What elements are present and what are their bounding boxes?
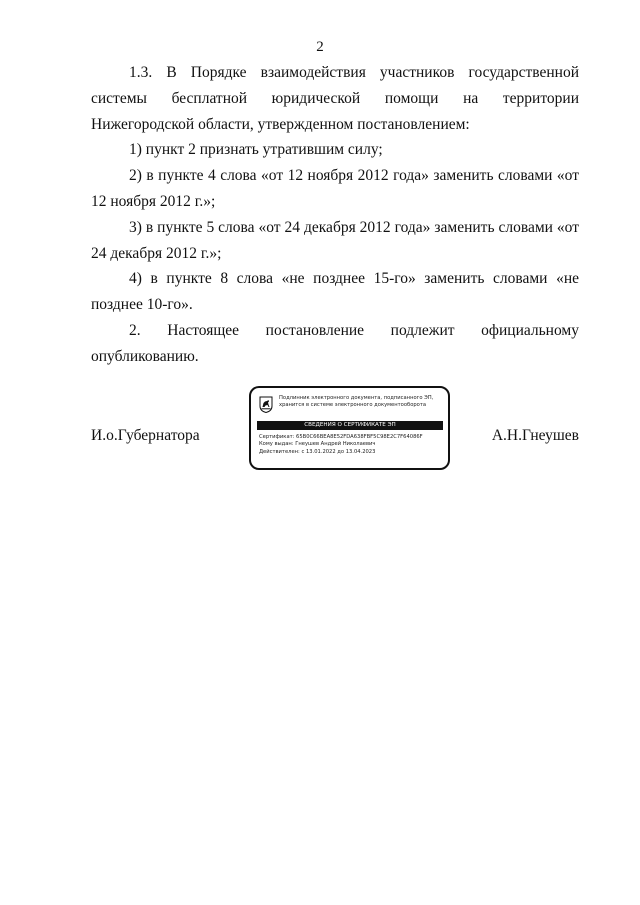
- validity-value: с 13.01.2022 до 13.04.2023: [301, 448, 376, 455]
- document-body: [91, 60, 579, 370]
- stamp-notice: [279, 395, 444, 408]
- issued-to-row: [259, 441, 447, 448]
- validity-label: Действителен:: [259, 448, 300, 455]
- paragraph-item-3: 3) в пункте 5 слова «от 24 декабря 2012 года» заменить словами «от 24 декабря 2012 г.»;: [91, 218, 579, 262]
- electronic-signature-stamp: [249, 386, 450, 470]
- paragraph-2: 2. Настоящее постановление подлежит официальному опубликованию.: [91, 321, 579, 365]
- paragraph-item-2: 2) в пункте 4 слова «от 12 ноября 2012 года» заменить словами «от 12 ноября 2012 г.»;: [91, 167, 579, 210]
- certificate-label: Сертификат:: [259, 434, 295, 440]
- stamp-details: [259, 434, 447, 456]
- paragraph-item-1: 1) пункт 2 признать утратившим силу;: [129, 141, 383, 159]
- issued-to-label: Кому выдан:: [259, 441, 294, 448]
- paragraph-item-4: 4) в пункте 8 слова «не позднее 15-го» заменить словами «не позднее 10-го».: [91, 270, 579, 314]
- validity-row: [259, 449, 447, 456]
- signature-block: [91, 386, 579, 474]
- page-number: 2: [316, 39, 324, 55]
- signatory-name: А.Н.Гнеушев: [491, 427, 579, 444]
- stamp-banner: СВЕДЕНИЯ О СЕРТИФИКАТЕ ЭП: [257, 421, 443, 430]
- stamp-notice-line-2: хранится в системе электронного документооборота: [279, 401, 427, 408]
- signatory-position: И.о.Губернатора: [91, 427, 200, 444]
- issued-to-value: Гнеушев Андрей Николаевич: [295, 441, 376, 448]
- paragraph-1-3: 1.3. В Порядке взаимодействия участников государственной системы бесплатной юридической помощи на территории Нижегородской области, утвержденном постановлением:: [91, 64, 579, 133]
- stamp-notice-line-1: Подлинник электронного документа, подписанного ЭП,: [279, 395, 434, 401]
- certificate-value: 65B0C66BEA8E52FDA638FBF5C98E2C7F64086F: [296, 434, 423, 440]
- coat-of-arms-icon: [259, 396, 273, 413]
